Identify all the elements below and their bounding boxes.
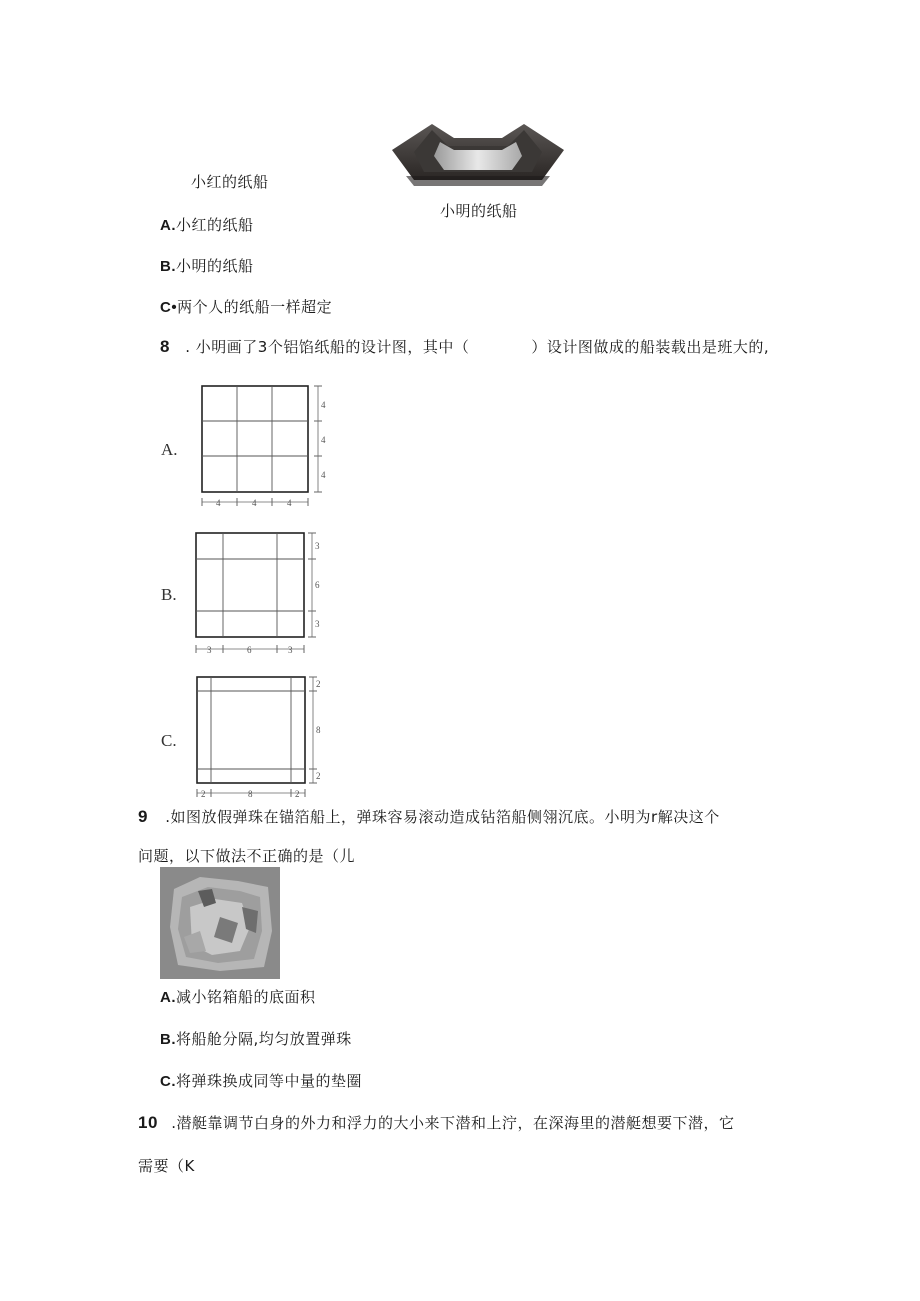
q8-question — [160, 336, 769, 357]
svg-text:4: 4 — [252, 498, 257, 508]
design-a-grid — [200, 384, 330, 514]
xiaoming-boat-caption: 小明的纸船 — [440, 202, 518, 220]
svg-text:4: 4 — [287, 498, 292, 508]
q10-question-line1: 10 .潜艇靠调节白身的外力和浮力的大小来下潜和上泞，在深海里的潜艇想要下潜，它 — [138, 1113, 735, 1132]
svg-text:2: 2 — [316, 679, 321, 689]
svg-text:6: 6 — [315, 580, 320, 590]
q9-number: 9 — [138, 807, 148, 826]
design-b-label: B. — [161, 585, 177, 604]
svg-text:3: 3 — [315, 541, 320, 551]
svg-text:2: 2 — [295, 789, 300, 799]
svg-text:2: 2 — [201, 789, 206, 799]
q9-question-line2: 问题，以下做法不正确的是（儿 — [138, 847, 356, 865]
q9-question-line1: 9 .如图放假弹珠在锚箔船上，弹珠容易滚动造成钻箔船侧翎沉底。小明为r解决这个 — [138, 807, 720, 826]
q7-option-c[interactable]: C•两个人的纸船一样超定 — [160, 298, 333, 316]
design-c-label: C. — [161, 731, 177, 750]
xiaohong-boat-caption: 小红的纸船 — [191, 173, 269, 191]
svg-text:3: 3 — [288, 645, 293, 655]
svg-text:4: 4 — [321, 400, 326, 410]
q9-option-b[interactable]: B.将船舱分隔,均匀放置弹珠 — [160, 1030, 352, 1048]
svg-text:2: 2 — [316, 771, 321, 781]
svg-text:6: 6 — [247, 645, 252, 655]
xiaoming-boat-image — [392, 120, 564, 192]
foil-boat-image — [160, 867, 280, 979]
design-b-grid — [194, 531, 324, 661]
svg-text:4: 4 — [321, 435, 326, 445]
q8-number: 8 — [160, 337, 170, 356]
q10-number: 10 — [138, 1113, 158, 1132]
svg-text:3: 3 — [207, 645, 212, 655]
svg-text:8: 8 — [316, 725, 321, 735]
svg-text:4: 4 — [321, 470, 326, 480]
design-a-label: A. — [161, 440, 178, 459]
svg-text:4: 4 — [216, 498, 221, 508]
q9-option-c[interactable]: C.将弹珠换成同等中量的垫圈 — [160, 1072, 363, 1090]
svg-text:3: 3 — [315, 619, 320, 629]
q7-option-a[interactable]: A.小红的纸船 — [160, 216, 254, 234]
design-c-grid — [195, 675, 325, 805]
q7-option-b[interactable]: B.小明的纸船 — [160, 257, 254, 275]
svg-text:8: 8 — [248, 789, 253, 799]
q9-option-a[interactable]: A.减小铭箱船的底面积 — [160, 988, 316, 1006]
q10-question-line2: 需要（K — [138, 1157, 195, 1175]
q8-text: . 小明画了3个铝馅纸船的设计图，其中（ ）设计图做成的船装载出是班大的, — [185, 338, 770, 356]
